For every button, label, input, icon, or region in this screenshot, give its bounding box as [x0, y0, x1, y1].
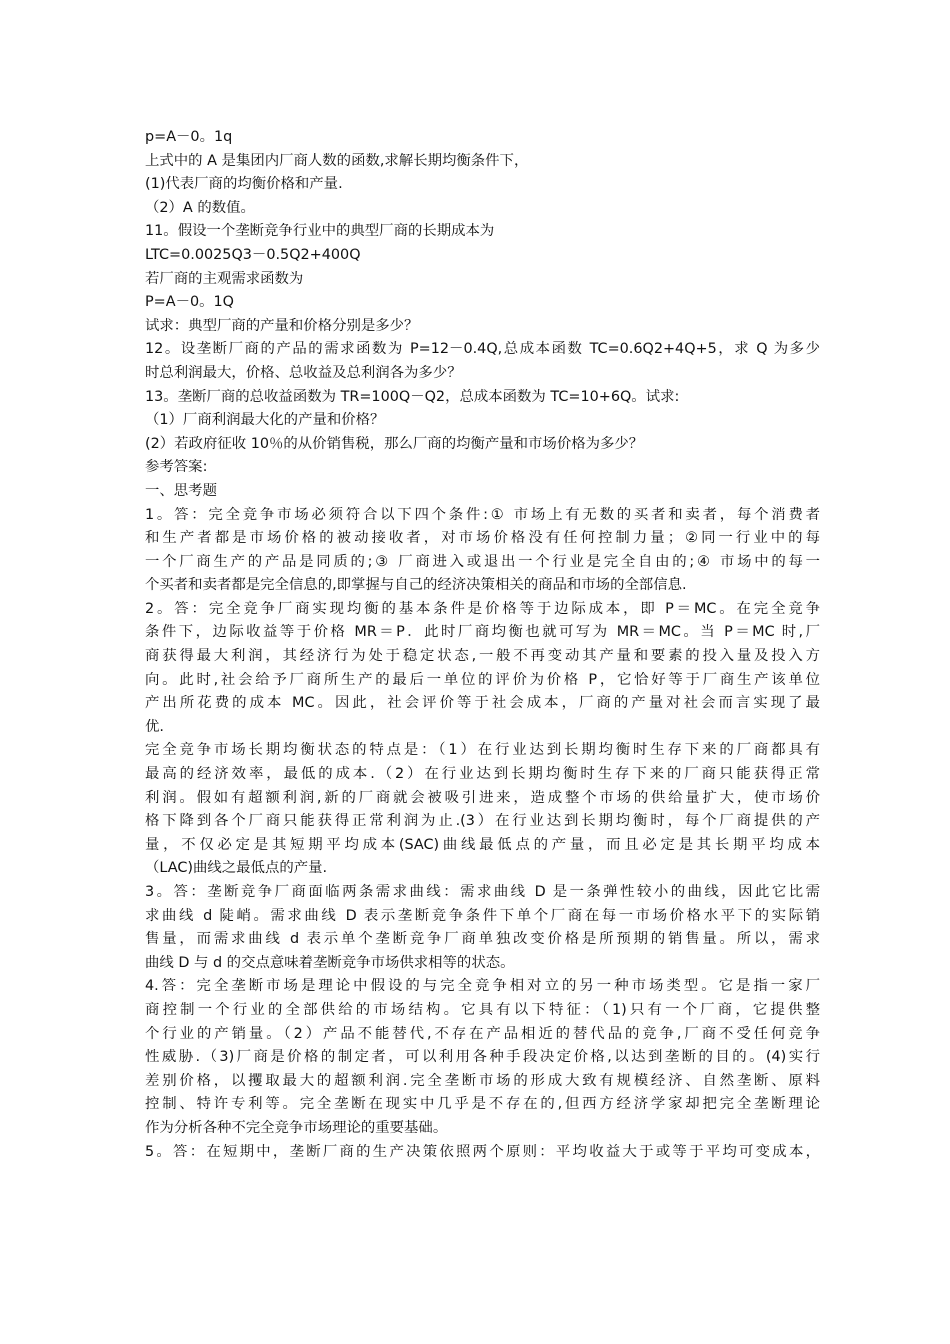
text-line: 完全竞争市场长期均衡状态的特点是：（1）在行业达到长期均衡时生存下来的厂商都具有 — [145, 742, 820, 759]
text-line: 量，不仅必定是其短期平均成本(SAC)曲线最低点的产量，而且必定是其长期平均成本 — [145, 836, 820, 853]
text-line: p=A－0。1q — [145, 129, 233, 145]
section-heading: 一、思考题 — [145, 482, 217, 499]
text-line: 利润。假如有超额利润,新的厂商就会被吸引进来，造成整个市场的供给量扩大，使市场价 — [145, 789, 820, 806]
text-line: 5。答：在短期中，垄断厂商的生产决策依照两个原则：平均收益大于或等于平均可变成本， — [145, 1143, 820, 1160]
text-line: 向。此时,社会给予厂商所生产的最后一单位的评价为价格 P，它恰好等于厂商生产该单位 — [145, 671, 820, 688]
text-line: 产出所花费的成本 MC。因此，社会评价等于社会成本，厂商的产量对社会而言实现了最 — [145, 695, 820, 712]
text-line: (2）若政府征收 10％的从价销售税，那么厂商的均衡产量和市场价格为多少？ — [145, 435, 644, 452]
text-line: 最高的经济效率，最低的成本.（2）在行业达到长期均衡时生存下来的厂商只能获得正常 — [145, 766, 820, 783]
text-line: 2。答：完全竞争厂商实现均衡的基本条件是价格等于边际成本，即 P＝MC。在完全竞争 — [145, 600, 820, 617]
text-line: P=A－0。1Q — [145, 294, 235, 311]
text-line: 3。答：垄断竞争厂商面临两条需求曲线：需求曲线 D 是一条弹性较小的曲线，因此它比需 — [145, 884, 820, 900]
text-line: （2）A 的数值。 — [145, 199, 255, 216]
text-line: 作为分析各种不完全竞争市场理论的重要基础。 — [145, 1119, 448, 1136]
text-line: 条件下，边际收益等于价格 MR＝P．此时厂商均衡也就可写为 MR＝MC。当 P＝MC 时,厂 — [145, 624, 820, 641]
text-line: 11。假设一个垄断竞争行业中的典型厂商的长期成本为 — [145, 223, 495, 240]
document-page — [145, 126, 820, 1164]
text-line: 上式中的 A 是集团内厂商人数的函数,求解长期均衡条件下， — [145, 152, 529, 169]
text-line: 控制、特许专利等。完全垄断在现实中几乎是不存在的,但西方经济学家却把完全垄断理论 — [145, 1096, 820, 1113]
text-line: 试求：典型厂商的产量和价格分别是多少？ — [145, 317, 419, 334]
text-line: 若厂商的主观需求函数为 — [145, 270, 304, 287]
text-line: 售量，而需求曲线 d 表示单个垄断竞争厂商单独改变价格是所预期的销售量。所以，需求 — [145, 931, 820, 948]
section-heading: 参考答案: — [145, 459, 208, 476]
text-line: 求曲线 d 陡峭。需求曲线 D 表示垄断竞争条件下单个厂商在每一市场价格水平下的实际销 — [145, 907, 820, 924]
text-line: (1)代表厂商的均衡价格和产量. — [145, 176, 343, 193]
text-line: 商获得最大利润，其经济行为处于稳定状态,一般不再变动其产量和要素的投入量及投入方 — [145, 648, 820, 665]
text-line: 差别价格，以攫取最大的超额利润.完全垄断市场的形成大致有规模经济、自然垄断、原料 — [145, 1072, 820, 1089]
text-line: （LAC)曲线之最低点的产量. — [145, 860, 328, 877]
text-line: 优. — [145, 718, 164, 735]
text-line: 个行业的产销量。（2）产品不能替代,不存在产品相近的替代品的竞争,厂商不受任何竞争 — [145, 1025, 820, 1042]
text-line: 性威胁.（3)厂商是价格的制定者，可以利用各种手段决定价格,以达到垄断的目的。(4)实行 — [145, 1049, 820, 1066]
text-line: 13。垄断厂商的总收益函数为 TR=100Q－Q2，总成本函数为 TC=10+6Q。试求: — [145, 388, 680, 405]
text-line: 曲线 D 与 d 的交点意味着垄断竞争市场供求相等的状态。 — [145, 954, 515, 971]
text-line: 时总利润最大，价格、总收益及总利润各为多少？ — [145, 364, 462, 381]
text-line: 商控制一个行业的全部供给的市场结构。它具有以下特征：（1)只有一个厂商，它提供整 — [145, 1001, 820, 1018]
text-line: 4.答：完全垄断市场是理论中假设的与完全竞争相对立的另一种市场类型。它是指一家厂 — [145, 978, 820, 995]
text-line: （1）厂商利润最大化的产量和价格？ — [145, 412, 385, 429]
text-line: 1。答：完全竞争市场必须符合以下四个条件:① 市场上有无数的买者和卖者，每个消费者 — [145, 506, 820, 523]
text-line: 和生产者都是市场价格的被动接收者，对市场价格没有任何控制力量；②同一行业中的每 — [145, 530, 820, 547]
text-line: 一个厂商生产的产品是同质的;③ 厂商进入或退出一个行业是完全自由的;④ 市场中的每一 — [145, 553, 820, 570]
text-line: 个买者和卖者都是完全信息的,即掌握与自己的经济决策相关的商品和市场的全部信息. — [145, 577, 687, 594]
text-line: 12。设垄断厂商的产品的需求函数为 P=12－0.4Q,总成本函数 TC=0.6Q2+4Q+5，求 Q 为多少 — [145, 341, 820, 358]
text-line: 格下降到各个厂商只能获得正常利润为止.(3）在行业达到长期均衡时，每个厂商提供的产 — [145, 813, 820, 830]
text-line: LTC=0.0025Q3－0.5Q2+400Q — [145, 246, 361, 263]
